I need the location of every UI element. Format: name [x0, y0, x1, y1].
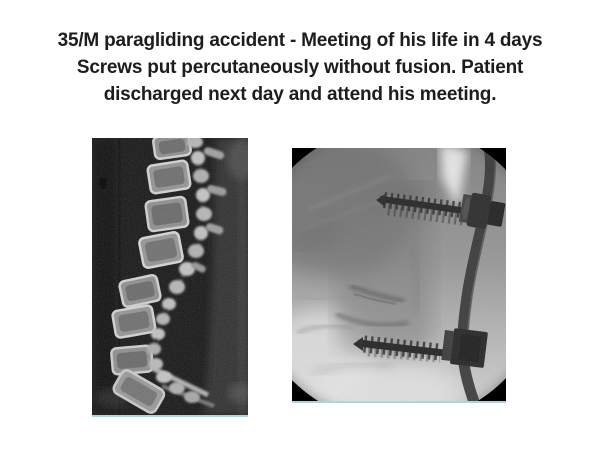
ct-sagittal-spine-figure — [92, 138, 248, 417]
title-line-1: 35/M paragliding accident - Meeting of his life in 4 days — [57, 30, 543, 51]
lateral-fluoroscopy-pedicle-screws-image — [292, 148, 506, 401]
title-line-3: discharged next day and attend his meeting. — [103, 84, 497, 105]
fluoroscopy-lateral-figure — [292, 148, 506, 403]
sagittal-ct-lumbar-spine-image — [92, 138, 248, 415]
title-line-2: Screws put percutaneously without fusion. Patient — [76, 57, 524, 78]
slide-title — [0, 27, 600, 108]
